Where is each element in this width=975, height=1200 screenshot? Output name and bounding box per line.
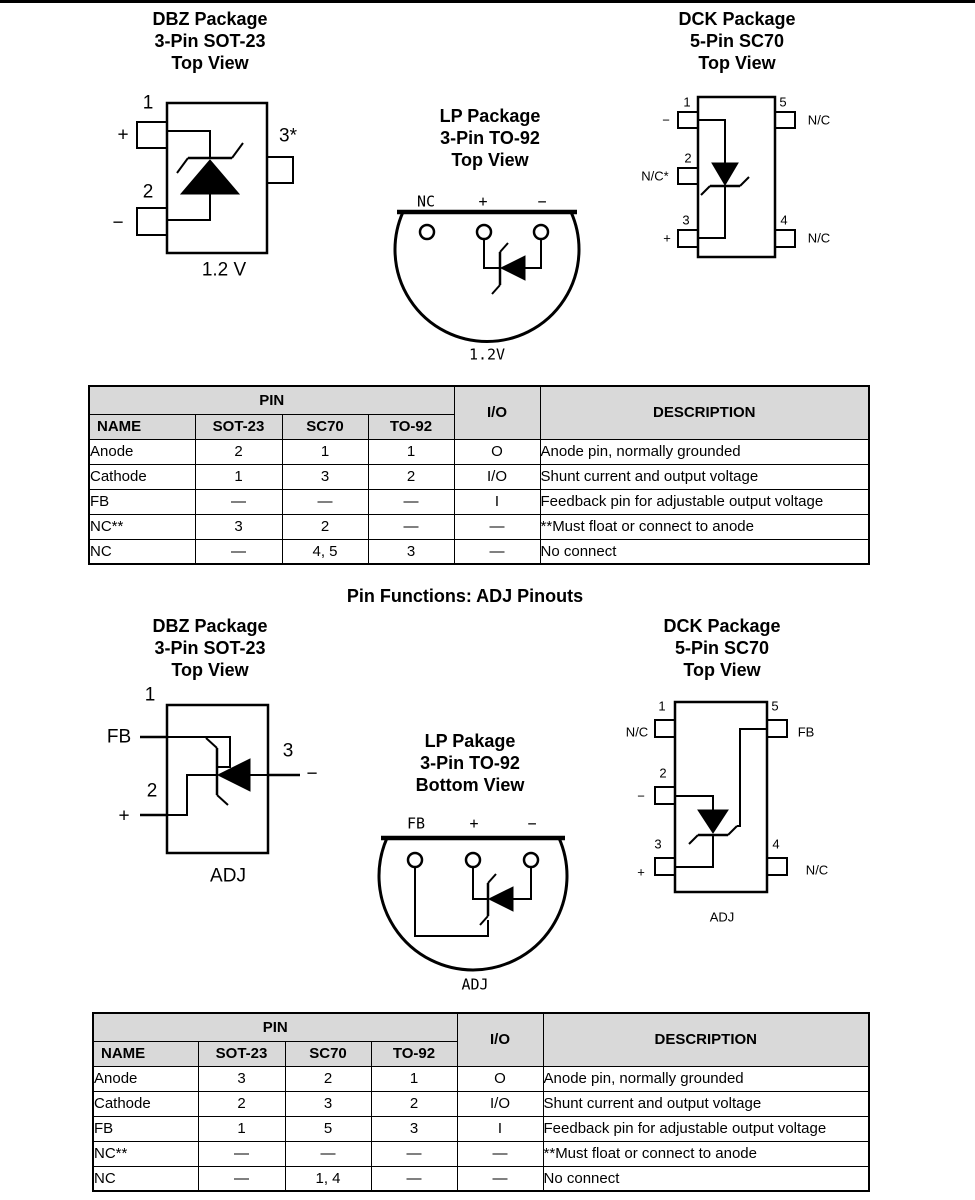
- sot23-package-outline: [60, 8, 360, 298]
- voltage-caption: 1.2V: [468, 345, 506, 364]
- adj-caption: ADJ: [210, 865, 246, 887]
- dbz-sot23-adj-diagram: [60, 615, 380, 905]
- title-line: DBZ Package: [152, 616, 268, 636]
- cell-name: Cathode: [93, 1091, 198, 1116]
- pin1-number: 1: [144, 684, 156, 706]
- cell-name: NC: [89, 539, 195, 564]
- pin2-function: −: [637, 788, 645, 804]
- cell-name: FB: [89, 489, 195, 514]
- table-row: [93, 1116, 869, 1141]
- zener-diode-symbol: [218, 759, 250, 791]
- cell-description: No connect: [543, 1166, 869, 1191]
- table-row: [93, 1066, 869, 1091]
- dck-sc70-adj-diagram: [620, 615, 950, 935]
- cell-name: Anode: [93, 1066, 198, 1091]
- pin2-function: −: [112, 212, 124, 234]
- lp-to92-12v-diagram: [360, 105, 620, 375]
- cell-sot23: 2: [198, 1091, 285, 1116]
- cell-sc70: 1: [282, 439, 368, 464]
- pin4-number: 4: [772, 836, 780, 852]
- title-line: 3-Pin TO-92: [440, 128, 540, 148]
- adj-caption: ADJ: [461, 975, 489, 994]
- pin2-function: N/C*: [641, 168, 669, 184]
- cell-to92: —: [371, 1166, 457, 1191]
- pin-header: PIN: [93, 1013, 457, 1041]
- cell-sc70: 1, 4: [285, 1166, 371, 1191]
- pin2-number: 2: [684, 150, 692, 166]
- io-header: I/O: [454, 386, 540, 439]
- sc70-header: SC70: [282, 414, 368, 439]
- pin3-number: 3: [682, 212, 690, 228]
- pin2-function: +: [118, 805, 130, 827]
- description-header: DESCRIPTION: [540, 386, 869, 439]
- cell-io: —: [457, 1141, 543, 1166]
- pin1-number: 1: [658, 698, 666, 714]
- pin5-function: N/C: [807, 112, 831, 128]
- page-top-border: [0, 0, 975, 3]
- pin5-number: 5: [771, 698, 779, 714]
- pin1-function: −: [662, 112, 670, 128]
- to92-header: TO-92: [371, 1041, 457, 1066]
- cell-description: Feedback pin for adjustable output voltage: [540, 489, 869, 514]
- io-header: I/O: [457, 1013, 543, 1066]
- title-line: Bottom View: [415, 775, 525, 795]
- zener-diode-symbol: [698, 810, 728, 833]
- cell-sc70: 2: [285, 1066, 371, 1091]
- table-row: [89, 539, 869, 564]
- cell-to92: 3: [368, 539, 454, 564]
- table-row: [89, 489, 869, 514]
- cell-sc70: 2: [282, 514, 368, 539]
- description-header: DESCRIPTION: [543, 1013, 869, 1066]
- cell-io: I/O: [457, 1091, 543, 1116]
- cell-name: Anode: [89, 439, 195, 464]
- title-line: Top View: [171, 53, 249, 73]
- table-row: [93, 1141, 869, 1166]
- pin4-number: 4: [780, 212, 788, 228]
- cell-name: NC: [93, 1166, 198, 1191]
- pin1-function: FB: [106, 726, 132, 748]
- pin3-number: 3: [654, 836, 662, 852]
- cell-io: I/O: [454, 464, 540, 489]
- cell-io: I: [457, 1116, 543, 1141]
- adj-caption: ADJ: [709, 909, 735, 925]
- zener-diode-symbol: [501, 256, 525, 280]
- cell-sc70: —: [285, 1141, 371, 1166]
- lp-to92-adj-diagram: [340, 730, 600, 1010]
- cell-sc70: 3: [282, 464, 368, 489]
- cell-name: NC**: [89, 514, 195, 539]
- cell-description: Shunt current and output voltage: [543, 1091, 869, 1116]
- cell-sot23: 3: [198, 1066, 285, 1091]
- dbz-sot23-12v-diagram: [60, 8, 360, 298]
- cell-to92: 1: [368, 439, 454, 464]
- sc70-header: SC70: [285, 1041, 371, 1066]
- cell-sc70: 5: [285, 1116, 371, 1141]
- title-line: LP Pakage: [424, 731, 516, 751]
- table-row: [89, 464, 869, 489]
- table-row: [93, 1166, 869, 1191]
- pin-right-label: −: [537, 192, 547, 211]
- cell-sot23: 3: [195, 514, 282, 539]
- cell-to92: 2: [368, 464, 454, 489]
- cell-sot23: —: [195, 539, 282, 564]
- cell-description: **Must float or connect to anode: [543, 1141, 869, 1166]
- cell-description: No connect: [540, 539, 869, 564]
- cell-description: Shunt current and output voltage: [540, 464, 869, 489]
- voltage-caption: 1.2 V: [201, 259, 247, 281]
- name-header: NAME: [93, 1041, 198, 1066]
- pin3-function: +: [663, 230, 671, 246]
- table-row: [93, 1091, 869, 1116]
- cell-description: Feedback pin for adjustable output voltage: [543, 1116, 869, 1141]
- pin-functions-table-12v: [88, 385, 870, 565]
- table-row: [89, 439, 869, 464]
- cell-to92: —: [368, 489, 454, 514]
- zener-diode-symbol: [489, 887, 513, 911]
- title-line: DBZ Package: [152, 9, 268, 29]
- cell-sot23: 2: [195, 439, 282, 464]
- sot23-header: SOT-23: [198, 1041, 285, 1066]
- cell-name: FB: [93, 1116, 198, 1141]
- cell-description: **Must float or connect to anode: [540, 514, 869, 539]
- title-line: 3-Pin SOT-23: [154, 31, 266, 51]
- title-line: 5-Pin SC70: [689, 31, 785, 51]
- cell-io: —: [454, 539, 540, 564]
- cell-sot23: —: [198, 1166, 285, 1191]
- pin5-number: 5: [779, 94, 787, 110]
- cell-sot23: 1: [198, 1116, 285, 1141]
- pin1-function: N/C: [625, 724, 649, 740]
- cell-io: O: [457, 1066, 543, 1091]
- cell-io: —: [457, 1166, 543, 1191]
- cell-io: I: [454, 489, 540, 514]
- pin-mid-label: +: [469, 814, 479, 833]
- pin1-function: +: [117, 124, 129, 146]
- title-line: DCK Package: [678, 9, 796, 29]
- zener-diode-symbol: [181, 160, 239, 194]
- cell-to92: —: [371, 1141, 457, 1166]
- table-header-row: [89, 386, 869, 414]
- title-line: Top View: [171, 660, 249, 680]
- name-header: NAME: [89, 414, 195, 439]
- section-heading: Pin Functions: ADJ Pinouts: [346, 586, 584, 606]
- cell-io: O: [454, 439, 540, 464]
- pin5-function: FB: [797, 724, 815, 740]
- pin-header: PIN: [89, 386, 454, 414]
- cell-io: —: [454, 514, 540, 539]
- zener-diode-symbol: [712, 163, 738, 185]
- cell-to92: —: [368, 514, 454, 539]
- cell-description: Anode pin, normally grounded: [540, 439, 869, 464]
- title-line: 3-Pin TO-92: [420, 753, 520, 773]
- pin-left-label: FB: [406, 814, 426, 833]
- title-line: Top View: [683, 660, 761, 680]
- cell-sot23: 1: [195, 464, 282, 489]
- title-line: LP Package: [439, 106, 541, 126]
- pin-right-label: −: [527, 814, 537, 833]
- dck-sc70-12v-diagram: [620, 8, 950, 288]
- cell-sc70: 3: [285, 1091, 371, 1116]
- cell-sot23: —: [198, 1141, 285, 1166]
- pin-functions-table-adj: [92, 1012, 870, 1192]
- table-row: [89, 514, 869, 539]
- cell-sc70: 4, 5: [282, 539, 368, 564]
- pin-mid-label: +: [478, 192, 488, 211]
- pin3-number: 3*: [279, 125, 297, 147]
- sot23-header: SOT-23: [195, 414, 282, 439]
- title-line: DCK Package: [663, 616, 781, 636]
- pin4-function: N/C: [805, 862, 829, 878]
- pin1-number: 1: [683, 94, 691, 110]
- pin2-number: 2: [146, 780, 158, 802]
- pin1-number: 1: [142, 92, 154, 114]
- to92-header: TO-92: [368, 414, 454, 439]
- sot23-package-outline: [60, 615, 380, 905]
- cell-description: Anode pin, normally grounded: [543, 1066, 869, 1091]
- cell-sot23: —: [195, 489, 282, 514]
- cell-sc70: —: [282, 489, 368, 514]
- cell-name: Cathode: [89, 464, 195, 489]
- title-line: 5-Pin SC70: [674, 638, 770, 658]
- pin2-number: 2: [659, 765, 667, 781]
- pin3-number: 3: [282, 740, 294, 762]
- pin-left-label: NC: [416, 192, 436, 211]
- title-line: 3-Pin SOT-23: [154, 638, 266, 658]
- cell-to92: 1: [371, 1066, 457, 1091]
- sc70-package-outline: [620, 8, 950, 288]
- cell-to92: 3: [371, 1116, 457, 1141]
- sc70-package-outline: [620, 615, 950, 935]
- to92-package-outline: [360, 105, 620, 375]
- pin4-function: N/C: [807, 230, 831, 246]
- table-header-row: [93, 1013, 869, 1041]
- to92-package-outline: [340, 730, 600, 1010]
- title-line: Top View: [698, 53, 776, 73]
- pin3-function: −: [306, 763, 318, 785]
- pin3-function: +: [637, 864, 645, 880]
- title-line: Top View: [451, 150, 529, 170]
- cell-name: NC**: [93, 1141, 198, 1166]
- pin2-number: 2: [142, 181, 154, 203]
- cell-to92: 2: [371, 1091, 457, 1116]
